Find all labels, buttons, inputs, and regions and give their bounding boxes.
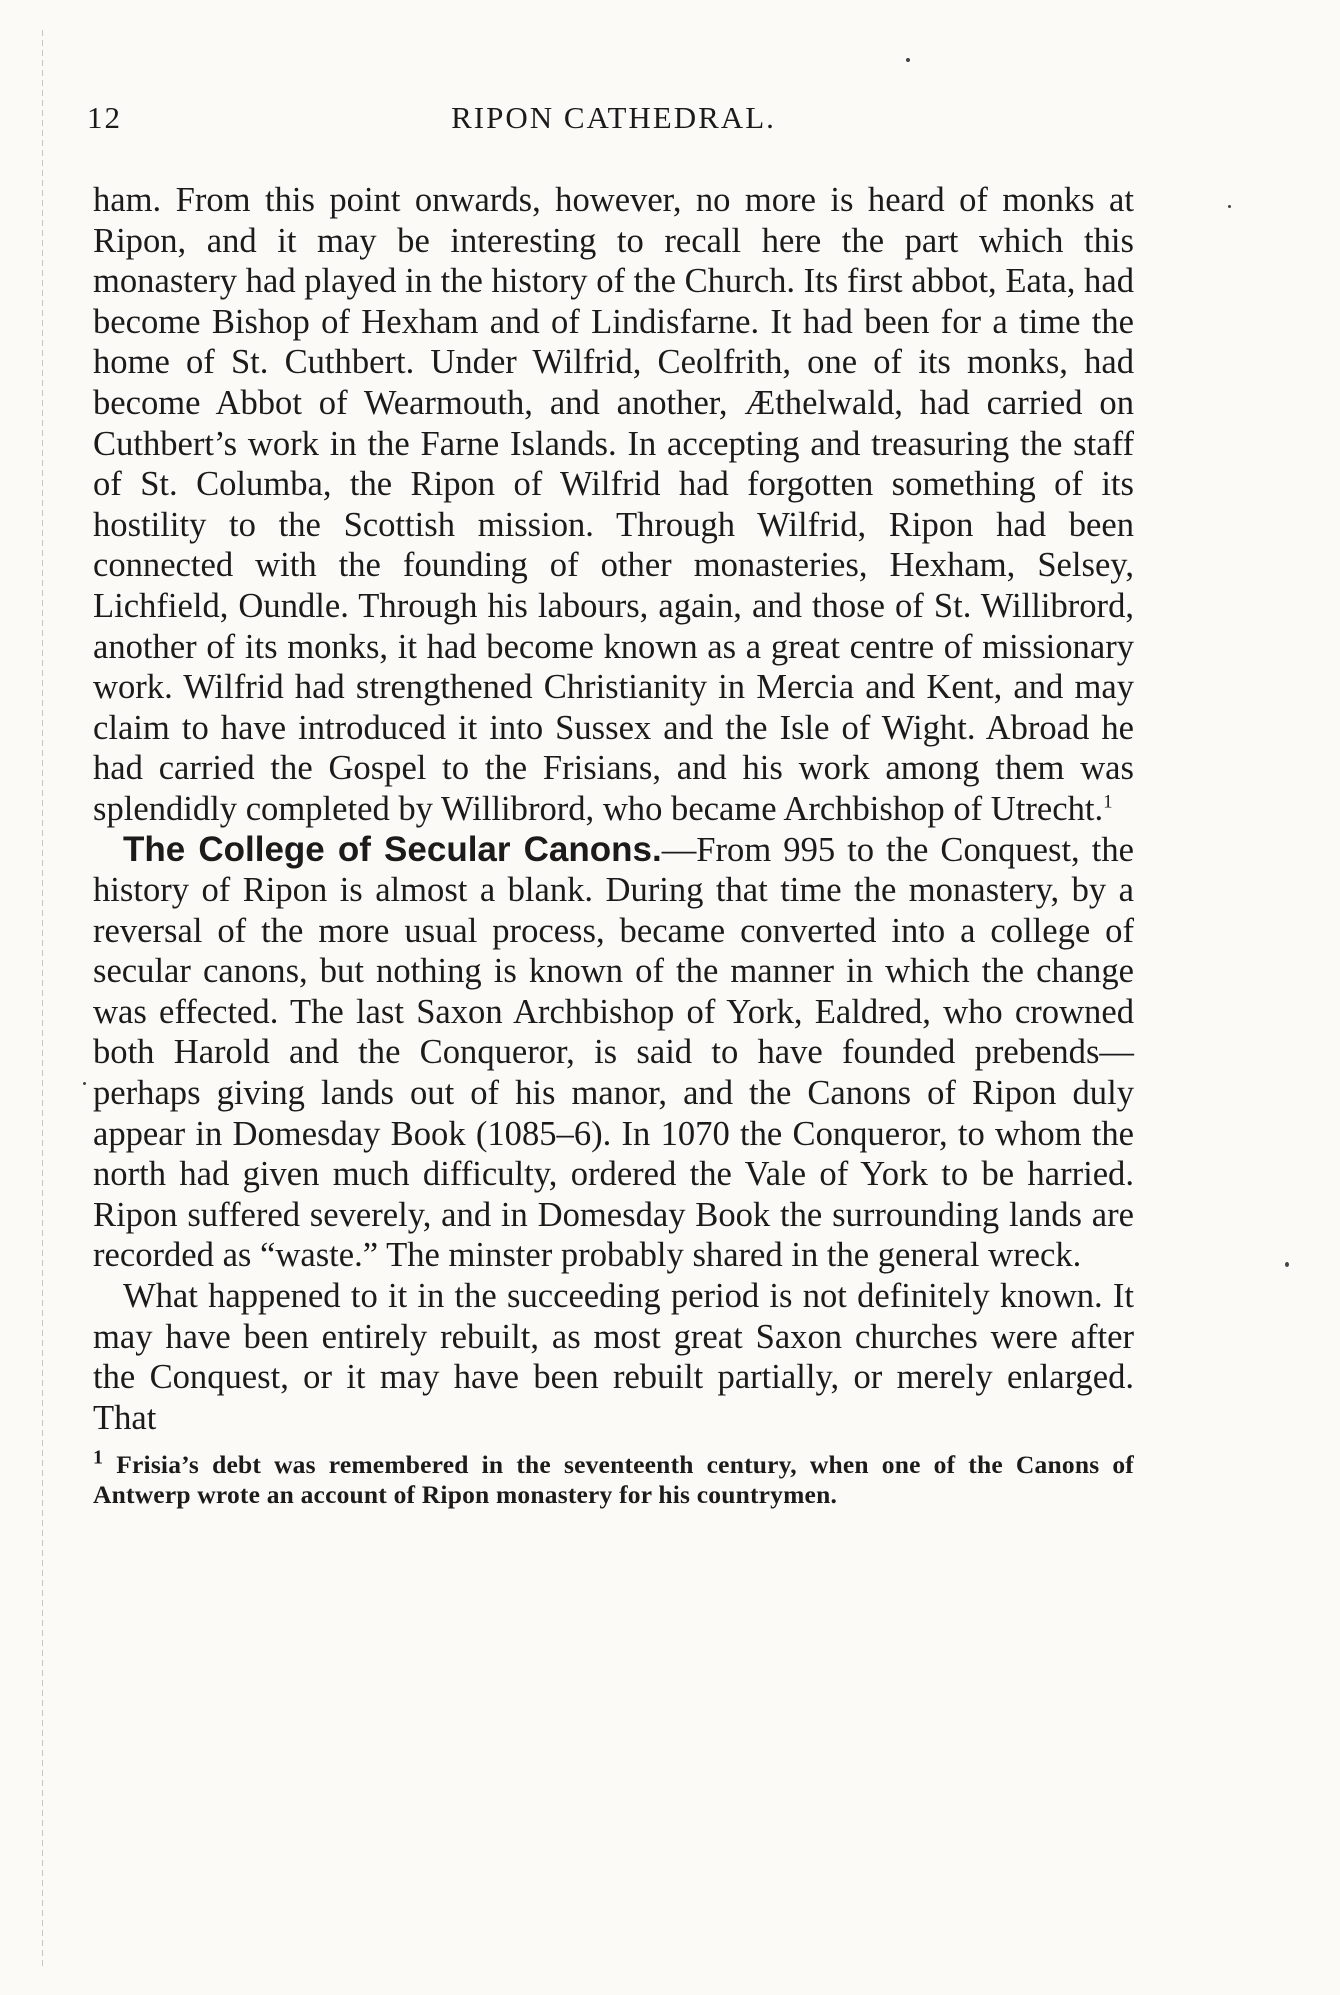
page-header xyxy=(87,100,1134,144)
running-title: RIPON CATHEDRAL. xyxy=(451,100,776,135)
section-heading: The College of Secular Canons. xyxy=(123,829,662,869)
paragraph-text: ham. From this point onwards, however, no more is heard of monks at Ripon, and it may be interesting to recall here the part which this monastery had played in the history of the Church. Its first abbot, Eata, had become Bishop of Hexham and of Lindisfarne. It had been for a time the home of St. Cuthbert. Under Wilfrid, Ceolfrith, one of its monks, had become Abbot of Wearmouth, and another, Æthelwald, had carried on Cuthbert’s work in the Farne Islands. In accepting and treasuring the staff of St. Columba, the Ripon of Wilfrid had forgotten something of its hostility to the Scottish mission. Through Wilfrid, Ripon had been connected with the founding of other monasteries, Hexham, Selsey, Lichfield, Oundle. Through his labours, again, and those of St. Willibrord, another of its monks, it had become known as a great centre of missionary work. Wilfrid had strengthened Christianity in Mercia and Kent, and may claim to have introduced it into Sussex and the Isle of Wight. Abroad he had carried the Gospel to the Frisians, and his work among them was splendidly completed by Willibrord, who became Archbishop of Utrecht. xyxy=(93,181,1134,828)
footnote-text: Frisia’s debt was remembered in the seventeenth century, when one of the Canons of Antwerp wrote an account of Ripon monastery for his countrymen. xyxy=(93,1450,1134,1510)
paragraph-text: —From 995 to the Conquest, the history of Ripon is almost a blank. During that time the monastery, by a reversal of the more usual process, became converted into a college of secular canons, but nothing is known of the manner in which the change was effected. The last Saxon Archbishop of York, Ealdred, who crowned both Harold and the Conqueror, is said to have founded prebends—perhaps giving lands out of his manor, and the Canons of Ripon duly appear in Domesday Book (1085–6). In 1070 the Conqueror, to whom the north had given much difficulty, ordered the Vale of York to be harried. Ripon suffered severely, and in Domesday Book the surrounding lands are recorded as “waste.” The minster probably shared in the general wreck. xyxy=(93,830,1134,1275)
print-speck xyxy=(1285,1262,1289,1267)
paragraph xyxy=(93,1276,1134,1438)
print-speck xyxy=(83,1082,86,1085)
print-speck xyxy=(1228,205,1231,208)
page-number: 12 xyxy=(87,100,122,135)
footnote-marker: 1 xyxy=(93,1446,104,1469)
paragraph-text: What happened to it in the succeeding period is not definitely known. It may have been entirely rebuilt, as most great Saxon churches were after the Conquest, or it may have been rebuilt partially, or merely enlarged. That xyxy=(93,1277,1134,1437)
book-page xyxy=(87,100,1134,1510)
footnote xyxy=(93,1446,1134,1510)
body-text xyxy=(93,180,1134,1438)
paragraph xyxy=(93,830,1134,1277)
print-speck xyxy=(906,58,910,62)
page-gutter-line xyxy=(42,30,43,1970)
paragraph xyxy=(93,180,1134,830)
footnote-reference: 1 xyxy=(1103,791,1113,813)
